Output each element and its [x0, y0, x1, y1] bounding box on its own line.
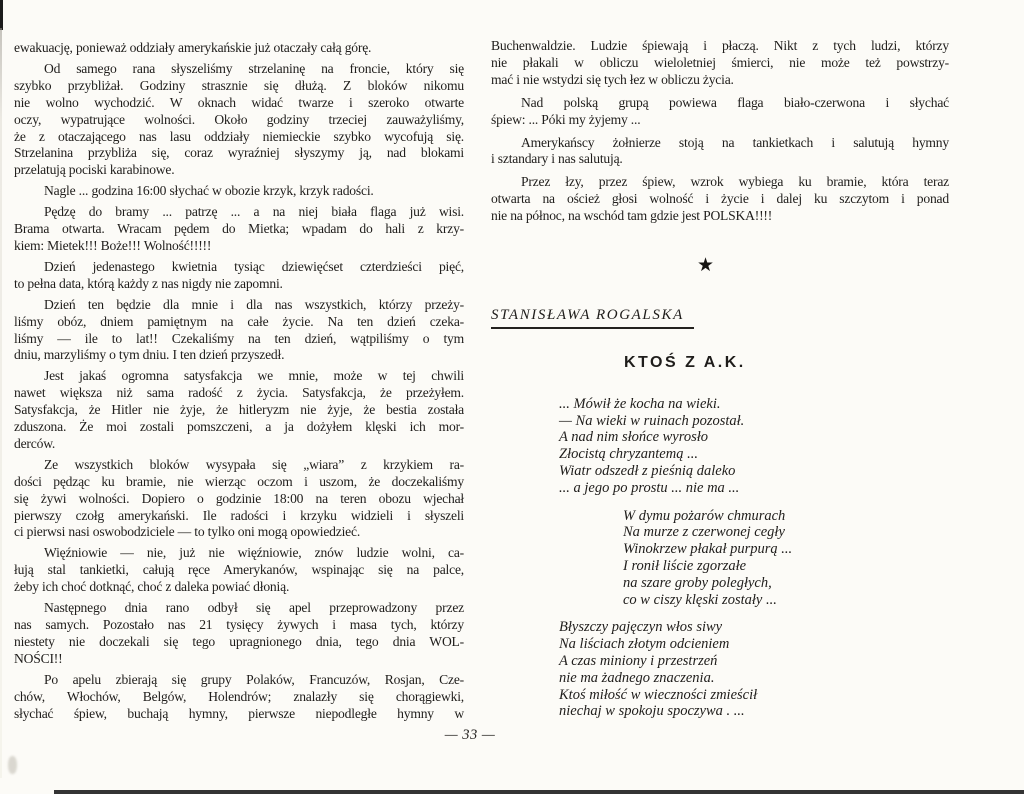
paragraph: [14, 61, 464, 179]
paragraph: [491, 95, 949, 129]
poem-line: Złocistą chryzantemą ...: [559, 446, 698, 463]
text-line: liśmy obóz, dniem pamiętnym na całe życie. Na ten dzień czeka-: [14, 313, 464, 329]
author-block: [491, 307, 949, 329]
poem-stanza: [623, 508, 949, 609]
text-line: Amerykańscy żołnierze stoją na tankietkach i salutują hymny: [521, 134, 949, 150]
poem-line: co w ciszy klęski zostały ...: [623, 591, 777, 608]
scan-edge-artifact-top: [0, 0, 3, 30]
text-line: NOŚCI!!: [14, 650, 63, 666]
right-column: [491, 38, 949, 720]
text-line: liśmy — ile to lat!! Czekaliśmy na ten dzień, wątpiliśmy o tym: [14, 330, 464, 346]
text-line: Jest jakaś ogromna satysfakcja we mnie, może w tej chwili: [44, 368, 464, 384]
page-number: — 33 —: [444, 727, 496, 743]
text-line: Brama otwarta. Wracam pędem do Mietka; wpadam do hali z krzy-: [14, 221, 464, 237]
paragraph: [14, 672, 464, 723]
text-line: Więźniowie — nie, już nie więźniowie, znów ludzie wolni, ca-: [44, 545, 464, 561]
star-icon: ★: [697, 255, 714, 277]
paragraph: [14, 545, 464, 596]
paragraph: [14, 259, 464, 293]
poem-line: W dymu pożarów chmurach: [623, 507, 786, 524]
text-line: zduszona. Że moi zostali pomszczeni, a ja dożyłem klęski ich mor-: [14, 419, 464, 435]
text-line: Ze wszystkich bloków wysypała się „wiara” z krzykiem ra-: [44, 456, 464, 472]
poem-title: KTOŚ Z A.K.: [624, 353, 746, 371]
text-line: nie płakali w obliczu wieloletniej śmierci, nie może też powstrzy-: [491, 54, 949, 70]
poem-line: Ktoś miłość w wieczności zmieścił: [559, 686, 758, 703]
poem-line: A czas miniony i przestrzeń: [559, 653, 718, 670]
text-line: to pełna data, którą każdy z nas nigdy nie zapomni.: [14, 275, 283, 291]
text-line: że z otaczającego nas lasu oddziały niemieckie szybko wycofują się.: [14, 128, 464, 144]
paragraph: [491, 174, 949, 225]
text-line: chów, Włochów, Belgów, Holendrów; znalazły się chorągiewki,: [14, 688, 464, 704]
poem-line: na szare groby poległych,: [623, 574, 772, 591]
poem-line: A nad nim słońce wyrosło: [559, 429, 709, 446]
left-column: [14, 40, 464, 722]
text-line: przelatują pociski karabinowe.: [14, 162, 175, 178]
text-line: niestety nie doczekali się tego upragnionego dnia, tego dnia WOL-: [14, 633, 464, 649]
paragraph: [14, 183, 464, 200]
poem-stanza: [559, 619, 949, 720]
text-line: nie wolno wychodzić. W oknach widać twarze i szeroko otwarte: [14, 94, 464, 110]
text-line: łują stal tankietki, całują ręce Amerykanów, wspinając się na palce,: [14, 562, 464, 578]
poem-line: Na liściach złotym odcieniem: [559, 636, 730, 653]
text-line: oczy, wypatrujące wolności. Około godziny trzeciej zauważyliśmy,: [14, 111, 464, 127]
text-line: nawet większa niż sama radość z życia. Satysfakcja, że przeżyłem.: [14, 385, 464, 401]
poem-line: ... a jego po prostu ... nie ma ...: [559, 479, 740, 496]
paragraph: [491, 38, 949, 89]
paragraph: [14, 368, 464, 453]
text-line: śpiew: ... Póki my żyjemy ...: [491, 111, 641, 127]
text-line: Buchenwaldzie. Ludzie śpiewają i płaczą. Nikt z tych ludzi, którzy: [491, 38, 949, 53]
text-line: otwarta na oścież głosi wolność i życie i dalej ku szczytom i ponad: [491, 191, 949, 207]
poem-line: Winokrzew płakał purpurą ...: [623, 541, 793, 558]
text-line: Po apelu zbierają się grupy Polaków, Francuzów, Rosjan, Cze-: [44, 671, 464, 687]
poem-line: I ronił liście zgorzałe: [623, 558, 747, 575]
text-line: Satysfakcja, że Hitler nie żyje, że hitleryzm nie żyje, że bestia została: [14, 402, 464, 418]
section-divider: [697, 255, 949, 277]
scan-speck-artifact: [8, 756, 17, 774]
scan-bottom-bar-artifact: [54, 790, 1024, 794]
poem-line: niechaj w spokoju spoczywa . ...: [559, 703, 745, 720]
paragraph: [491, 135, 949, 169]
poem-line: Wiatr odszedł z pieśnią daleko: [559, 463, 736, 480]
poem-line: nie ma żadnego znaczenia.: [559, 669, 715, 686]
text-line: Nagle ... godzina 16:00 słychać w obozie krzyk, krzyk radości.: [44, 183, 374, 199]
text-line: ewakuację, ponieważ oddziały amerykańskie już otaczały całą górę.: [14, 40, 372, 55]
text-line: się żywi wolności. Dopiero o godzinie 18:00 na teren obozu wjechał: [14, 490, 464, 506]
paragraph: [14, 204, 464, 255]
poem-line: Na murze z czerwonej cegły: [623, 524, 785, 541]
text-line: Dzień ten będzie dla mnie i dla nas wszystkich, którzy przeży-: [44, 296, 464, 312]
poem-line: ... Mówił że kocha na wieki.: [559, 395, 721, 412]
text-line: żeby ich choć dotknąć, choć z daleka powiać dłonią.: [14, 579, 290, 595]
paragraph: [14, 297, 464, 365]
text-line: kiem: Mietek!!! Boże!!! Wolność!!!!!: [14, 237, 212, 253]
text-line: Pędzę do bramy ... patrzę ... a na niej biała flaga już wisi.: [44, 204, 464, 220]
paragraph: [14, 40, 464, 57]
text-line: dniu, marzyliśmy o tym dniu. I ten dzień przyszedł.: [14, 347, 285, 363]
paragraph: [14, 457, 464, 542]
text-line: derców.: [14, 435, 56, 451]
text-line: Dzień jedenastego kwietnia tysiąc dziewięćset czterdzieści pięć,: [44, 258, 464, 274]
text-line: ci pierwsi nasi oswobodziciele — to tylko oni mogą opowiedzieć.: [14, 524, 361, 540]
right-column-paragraphs: [491, 38, 949, 225]
text-line: mać i nie wstydzi się tych łez w obliczu życia.: [491, 71, 734, 87]
scan-edge-artifact-left: [0, 28, 2, 778]
text-line: szybko przybliżał. Godziny strasznie się dłużą. Z bloków nikomu: [14, 77, 464, 93]
text-line: słychać śpiew, buchają hymny, pierwsze niepodległe hymny w: [14, 705, 464, 721]
text-line: nas samych. Pozostało nas 21 tysięcy żywych i masa tych, którzy: [14, 617, 464, 632]
text-line: Nad polską grupą powiewa flaga biało-czerwona i słychać: [521, 94, 949, 110]
poem: [491, 396, 949, 720]
poem-line: — Na wieki w ruinach pozostał.: [559, 412, 745, 429]
author-name: STANISŁAWA ROGALSKA: [491, 307, 694, 329]
poem-stanza: [559, 396, 949, 497]
text-line: dości pędząc ku bramie, nie wierząc oczom i uszom, że doczekaliśmy: [14, 473, 464, 489]
poem-line: Błyszczy pajęczyn włos siwy: [559, 619, 723, 636]
text-line: i sztandary i nas salutują.: [491, 151, 623, 167]
text-line: nie na północ, na wschód tam gdzie jest POLSKA!!!!: [491, 208, 773, 224]
text-line: Przez łzy, przez śpiew, wzrok wybiega ku bramie, która teraz: [521, 174, 949, 190]
text-line: Strzelanina przybliża się, coraz wyraźniej słyszymy ją, nad blokami: [14, 145, 464, 161]
text-line: pierwszy czołg amerykański. Ile radości i krzyku widzieli i słyszeli: [14, 507, 464, 523]
text-line: Następnego dnia rano odbył się apel przeprowadzony przez: [44, 600, 464, 616]
paragraph: [14, 600, 464, 668]
text-line: Od samego rana słyszeliśmy strzelaninę na froncie, który się: [44, 60, 464, 76]
